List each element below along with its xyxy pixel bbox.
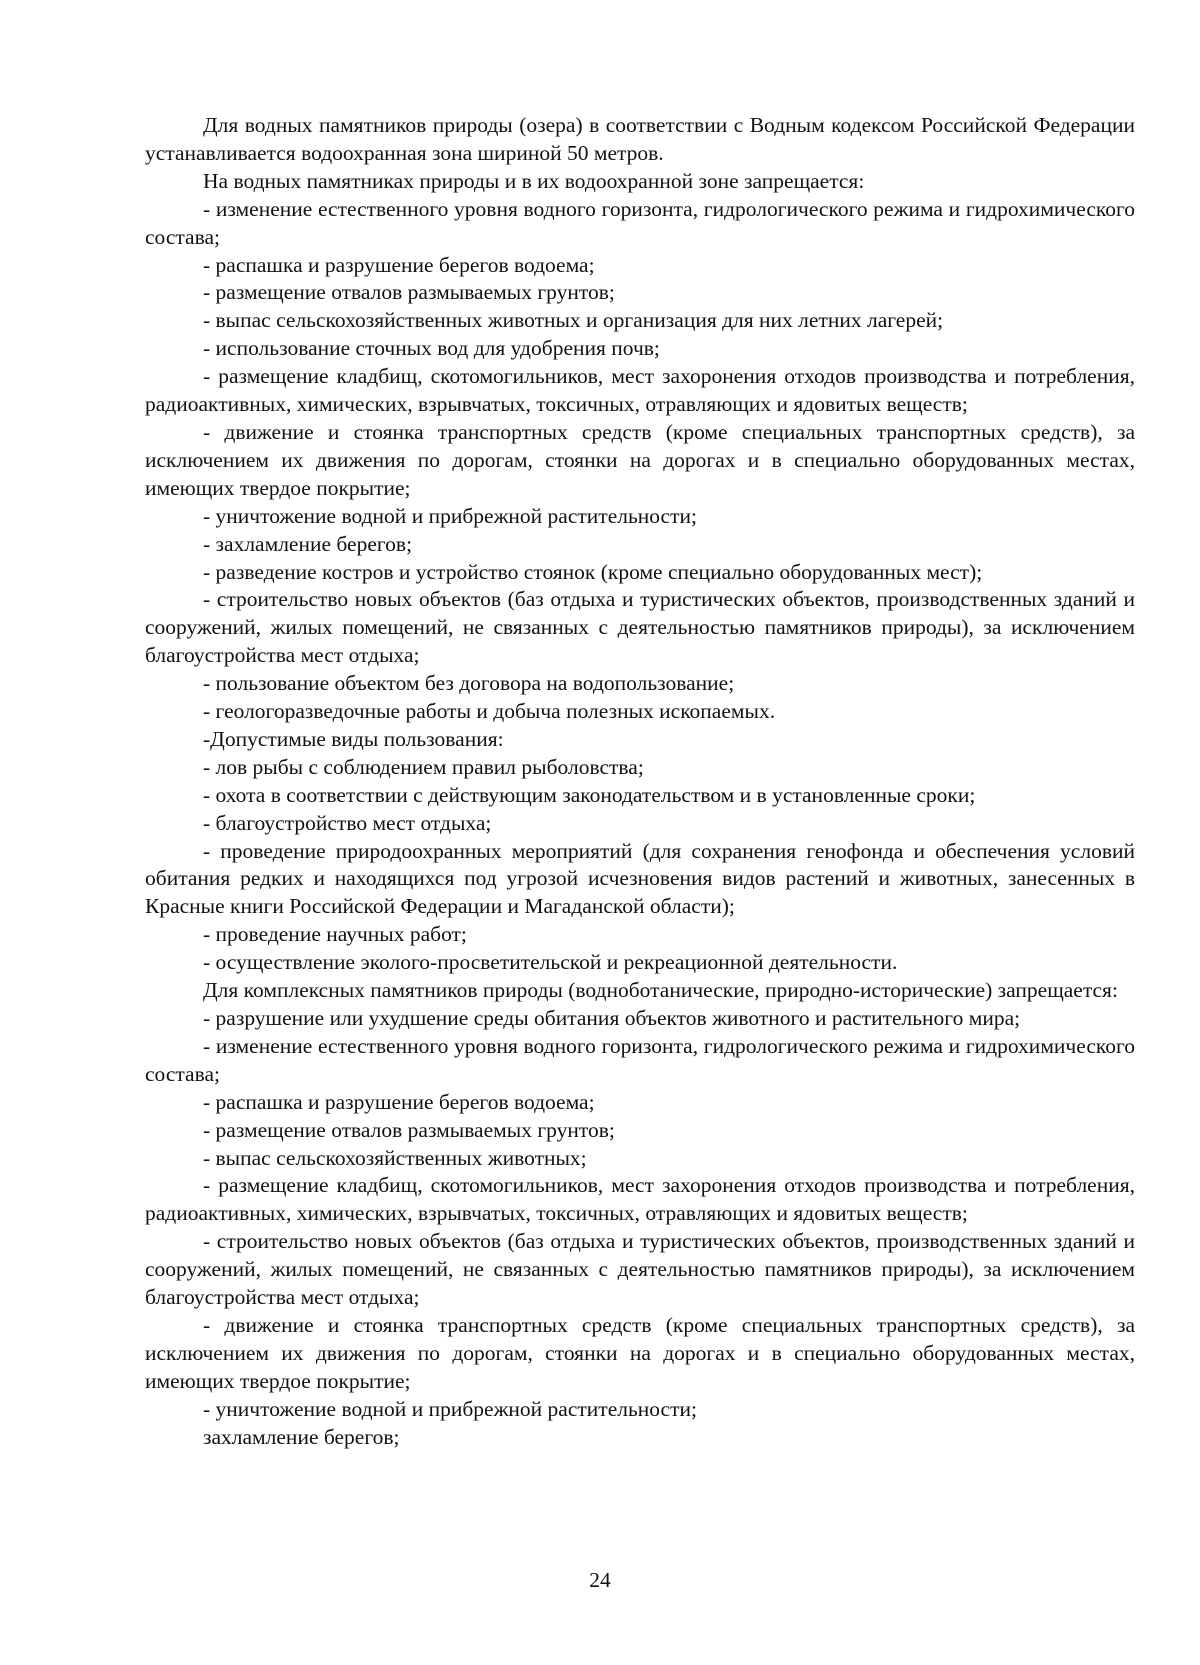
list-item: - разведение костров и устройство стоянок (кроме специально оборудованных мест); — [203, 559, 983, 584]
list-item: - движение и стоянка транспортных средств (кроме специальных транспортных средств), за исключением их движения по дорогам, стоянки на дорогах и в специально оборудованных местах, имеющих твердое покрытие; — [145, 419, 1135, 500]
paragraph-complex-prohibitions-intro: Для комплексных памятников природы (водноботанические, природно-исторические) запрещается: — [203, 978, 1118, 1003]
list-item: - геологоразведочные работы и добыча полезных ископаемых. — [203, 699, 776, 724]
list-item: - размещение отвалов размываемых грунтов; — [203, 1117, 615, 1142]
list-item: - размещение отвалов размываемых грунтов; — [203, 280, 615, 305]
paragraph-permitted-uses-intro: -Допустимые виды пользования: — [203, 726, 504, 751]
list-item: - строительство новых объектов (баз отдыха и туристических объектов, производственных зданий и сооружений, жилых помещений, не связанных с деятельностью памятников природы), за исключением благоустройства мест отдыха; — [145, 587, 1135, 668]
document-body — [145, 112, 1135, 1452]
list-item: - распашка и разрушение берегов водоема; — [203, 1089, 595, 1114]
list-item: - уничтожение водной и прибрежной растительности; — [203, 503, 697, 528]
list-item: - движение и стоянка транспортных средств (кроме специальных транспортных средств), за исключением их движения по дорогам, стоянки на дорогах и в специально оборудованных местах, имеющих твердое покрытие; — [145, 1312, 1135, 1393]
page-number: 24 — [589, 1568, 611, 1592]
list-item: - изменение естественного уровня водного горизонта, гидрологического режима и гидрохимического состава; — [145, 1033, 1135, 1086]
paragraph-water-prohibitions-intro: На водных памятниках природы и в их водоохранной зоне запрещается: — [203, 168, 865, 193]
list-item: - разрушение или ухудшение среды обитания объектов животного и растительного мира; — [203, 1006, 1021, 1030]
list-item: - распашка и разрушение берегов водоема; — [203, 252, 595, 277]
list-item: - благоустройство мест отдыха; — [203, 810, 492, 835]
paragraph-water-protection-zone: Для водных памятников природы (озера) в соответствии с Водным кодексом Российской Федерации устанавливается водоохранная зона шириной 50 метров. — [145, 113, 1135, 165]
list-item: - размещение кладбищ, скотомогильников, мест захоронения отходов производства и потребления, радиоактивных, химических, взрывчатых, токсичных, отравляющих и ядовитых веществ; — [145, 1173, 1135, 1226]
list-item: - проведение природоохранных мероприятий (для сохранения генофонда и обеспечения условий обитания редких и находящихся под угрозой исчезновения видов растений и животных, занесенных в Красные книги Российской Федерации и Магаданской области); — [145, 838, 1135, 919]
list-item: - строительство новых объектов (баз отдыха и туристических объектов, производственных зданий и сооружений, жилых помещений, не связанных с деятельностью памятников природы), за исключением благоустройства мест отдыха; — [145, 1229, 1135, 1310]
list-item: - лов рыбы с соблюдением правил рыболовства; — [203, 754, 644, 779]
list-item: - захламление берегов; — [203, 531, 413, 556]
list-item: - проведение научных работ; — [203, 922, 467, 947]
list-item: захламление берегов; — [203, 1424, 400, 1449]
list-item: - использование сточных вод для удобрения почв; — [203, 336, 660, 361]
list-item: - выпас сельскохозяйственных животных; — [203, 1145, 587, 1170]
list-item: - осуществление эколого-просветительской и рекреационной деятельности. — [203, 950, 898, 975]
list-item: - выпас сельскохозяйственных животных и организация для них летних лагерей; — [203, 308, 944, 333]
list-item: - размещение кладбищ, скотомогильников, мест захоронения отходов производства и потребления, радиоактивных, химических, взрывчатых, токсичных, отравляющих и ядовитых веществ; — [145, 364, 1135, 417]
list-item: - пользование объектом без договора на водопользование; — [203, 671, 735, 696]
list-item: - уничтожение водной и прибрежной растительности; — [203, 1396, 697, 1421]
list-item: - охота в соответствии с действующим законодательством и в установленные сроки; — [203, 782, 976, 807]
list-item: - изменение естественного уровня водного горизонта, гидрологического режима и гидрохимического состава; — [145, 196, 1135, 249]
